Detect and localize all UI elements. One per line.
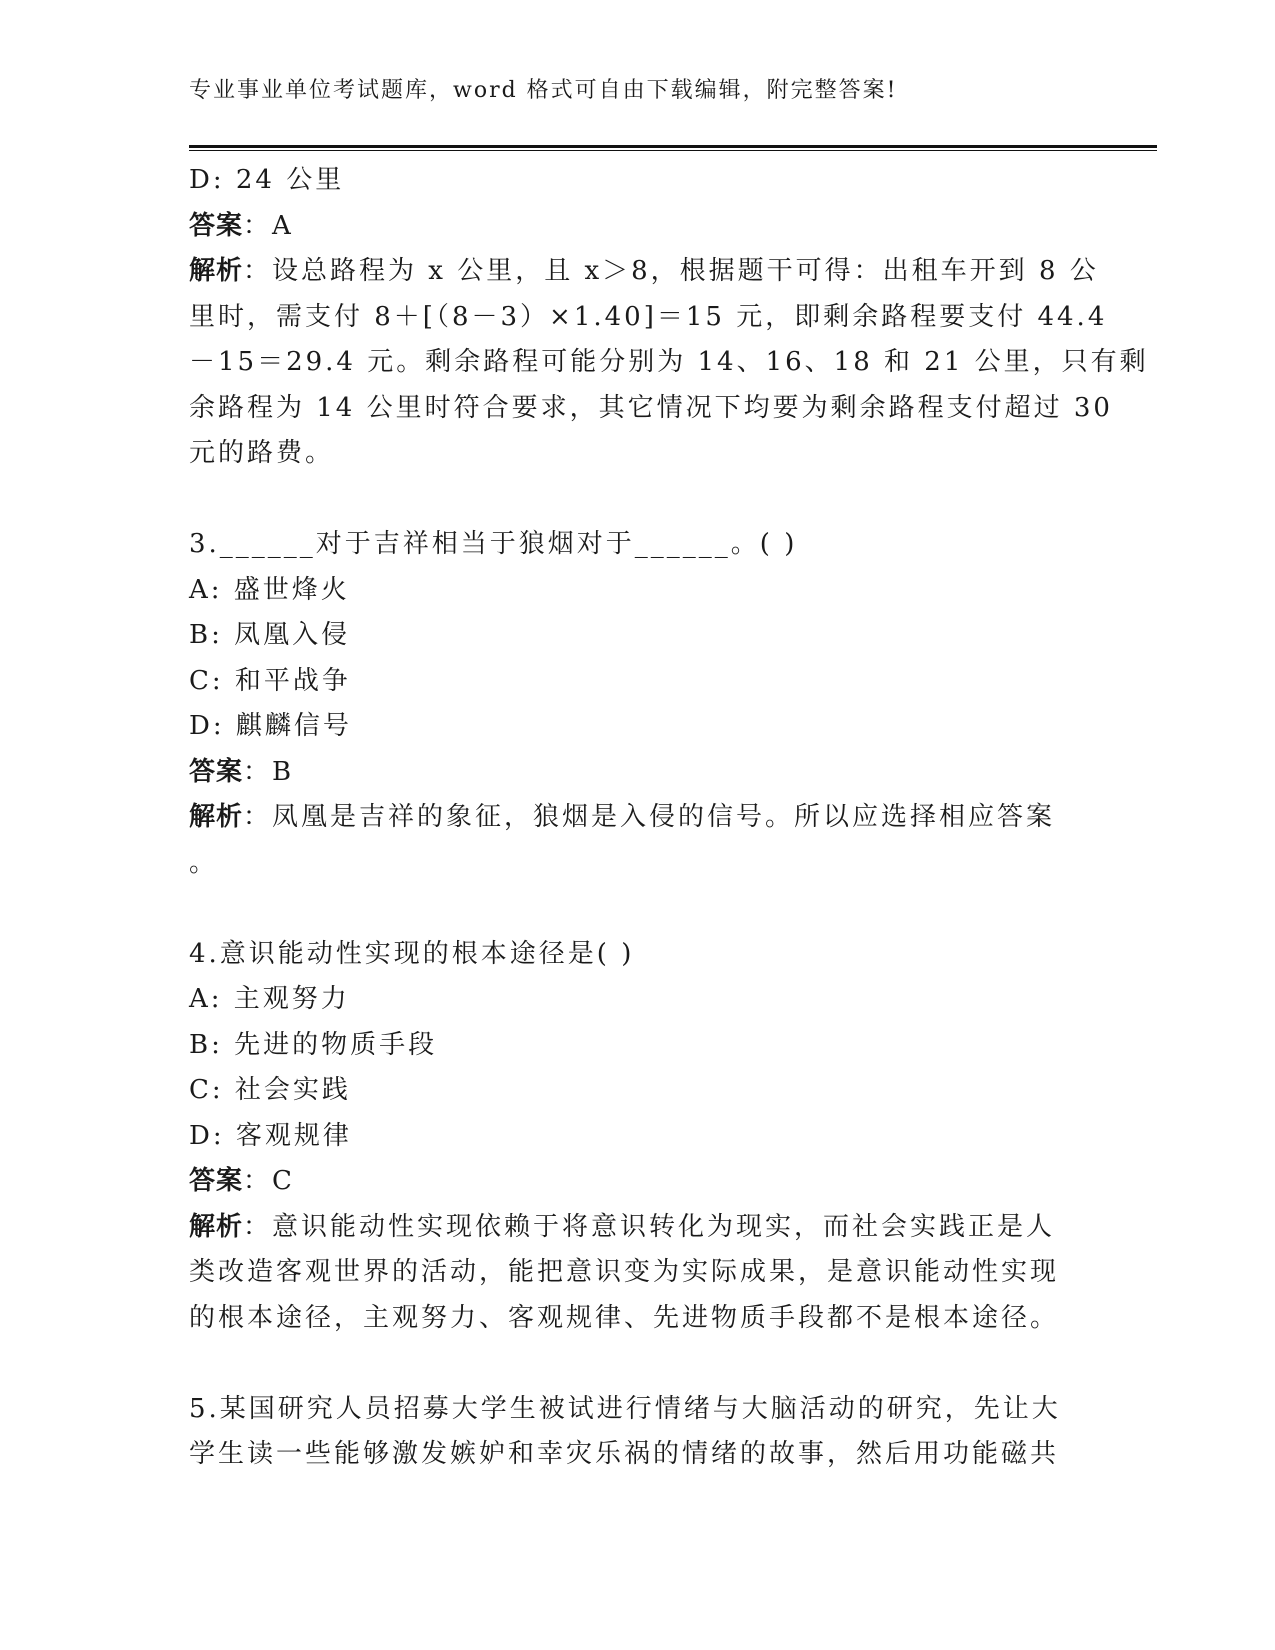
q4-answer-label: 答案 — [189, 1166, 244, 1196]
q4-analysis-label: 解析 — [189, 1211, 244, 1242]
q3-analysis-line-1 — [189, 795, 1089, 841]
q2-analysis-line-1 — [189, 249, 1099, 295]
q3-question: 3.______对于吉祥相当于狼烟对于______。( ) — [189, 529, 798, 559]
q4-analysis-line-1 — [189, 1205, 1089, 1251]
q5-question-line-2: 学生读一些能够激发嫉妒和幸灾乐祸的情绪的故事，然后用功能磁共 — [189, 1439, 1060, 1469]
q4-analysis-text-1: ：意识能动性实现依赖于将意识转化为现实，而社会实践正是人 — [243, 1211, 1056, 1242]
spacer — [189, 1341, 1089, 1387]
q2-answer — [189, 204, 1089, 250]
q3-analysis-text-1: ：凤凰是吉祥的象征，狼烟是入侵的信号。所以应选择相应答案 — [243, 802, 1056, 832]
q3-answer-label: 答案 — [189, 756, 244, 787]
q4-question: 4.意识能动性实现的根本途径是( ) — [189, 938, 635, 969]
q3-answer — [189, 750, 1089, 796]
q3-option-b: B: 凤凰入侵 — [189, 620, 351, 650]
q4-analysis-line-3: 的根本途径，主观努力、客观规律、先进物质手段都不是根本途径。 — [189, 1302, 1060, 1333]
q2-analysis-line-5: 元的路费。 — [189, 438, 335, 468]
q4-analysis-line-2: 类改造客观世界的活动，能把意识变为实际成果，是意识能动性实现 — [189, 1257, 1060, 1287]
q2-option-d: D: 24 公里 — [189, 165, 345, 195]
q3-analysis-label: 解析 — [189, 802, 244, 832]
q4-option-d: D: 客观规律 — [189, 1120, 352, 1151]
q3-option-d: D: 麒麟信号 — [189, 711, 352, 741]
q3-answer-value: ：B — [243, 756, 295, 787]
header-note: 专业事业单位考试题库，word 格式可自由下载编辑，附完整答案! — [189, 78, 898, 103]
q2-analysis-text-1: ：设总路程为 x 公里，且 x＞8，根据题干可得：出租车开到 8 公 — [243, 256, 1099, 286]
q2-analysis-line-4: 余路程为 14 公里时符合要求，其它情况下均要为剩余路程支付超过 30 — [189, 392, 1113, 423]
q3-option-c: C: 和平战争 — [189, 665, 351, 696]
q4-option-b: B: 先进的物质手段 — [189, 1029, 438, 1060]
q2-analysis-line-3: －15＝29.4 元。剩余路程可能分别为 14、16、18 和 21 公里，只有剩 — [189, 347, 1149, 377]
q4-option-a: A: 主观努力 — [189, 984, 350, 1014]
q2-answer-value: ：A — [243, 210, 294, 241]
header-rule-thin — [189, 150, 1157, 151]
q5-question-line-1: 5.某国研究人员招募大学生被试进行情绪与大脑活动的研究，先让大 — [189, 1393, 1061, 1424]
spacer — [189, 477, 1089, 523]
q4-answer — [189, 1159, 1089, 1205]
content-body — [189, 158, 1149, 1478]
q2-analysis-line-2: 里时，需支付 8＋[（8－3）×1.40]＝15 元，即剩余路程要支付 44.4 — [189, 301, 1108, 332]
q3-analysis-line-2: 。 — [189, 847, 219, 878]
spacer — [189, 886, 1089, 932]
q3-option-a: A: 盛世烽火 — [189, 574, 350, 605]
header-rule-thick — [189, 145, 1157, 148]
q2-answer-label: 答案 — [189, 210, 244, 241]
q2-analysis-label: 解析 — [189, 256, 244, 286]
q4-option-c: C: 社会实践 — [189, 1075, 351, 1105]
q4-answer-value: ：C — [243, 1166, 295, 1196]
